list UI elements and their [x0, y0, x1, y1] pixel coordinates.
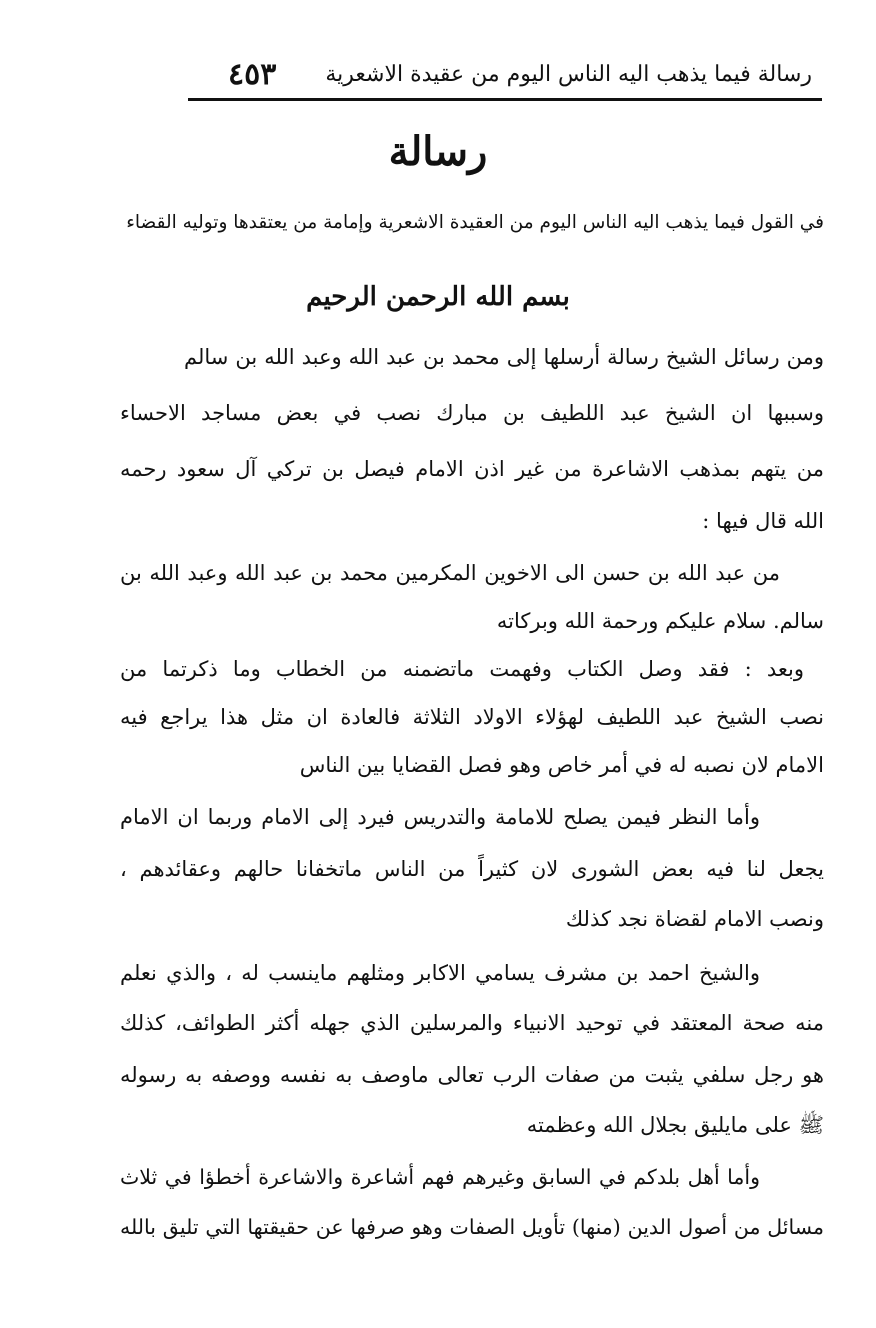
text-line: مسائل من أصول الدين (منها) تأويل الصفات وهو صرفها عن حقيقتها التي تليق بالله	[120, 1215, 824, 1239]
text-line: سالم. سلام عليكم ورحمة الله وبركاته	[496, 609, 824, 633]
text-line: والشيخ احمد بن مشرف يسامي الاكابر ومثلهم ماينسب له ، والذي نعلم	[120, 961, 760, 985]
text-line: ومن رسائل الشيخ رسالة أرسلها إلى محمد بن عبد الله وعبد الله بن سالم	[184, 345, 824, 369]
page-number: ٤٥٣	[228, 56, 277, 92]
running-header	[188, 52, 822, 96]
text-line: من يتهم بمذهب الاشاعرة من غير اذن الامام فيصل بن تركي آل سعود رحمه	[120, 457, 824, 481]
header-rule	[188, 98, 822, 101]
text-line: وبعد : فقد وصل الكتاب وفهمت ماتضمنه من الخطاب وما ذكرتما من	[120, 657, 804, 681]
text-line: ونصب الامام لقضاة نجد كذلك	[565, 907, 824, 931]
text-line: وأما النظر فيمن يصلح للامامة والتدريس فيرد إلى الامام وربما ان الامام	[120, 805, 760, 829]
text-line: نصب الشيخ عبد اللطيف لهؤلاء الاولاد الثلاثة فالعادة ان مثل هذا يراجع فيه	[120, 705, 824, 729]
running-title: رسالة فيما يذهب اليه الناس اليوم من عقيدة الاشعرية	[325, 61, 812, 87]
main-heading: رسالة	[388, 128, 488, 175]
text-line: من عبد الله بن حسن الى الاخوين المكرمين محمد بن عبد الله وعبد الله بن	[120, 561, 780, 585]
basmala: بسم الله الرحمن الرحيم	[306, 282, 570, 312]
text-line: يجعل لنا فيه بعض الشورى لان كثيراً من الناس ماتخفانا حالهم وعقائدهم ،	[120, 857, 824, 881]
subtitle: في القول فيما يذهب اليه الناس اليوم من العقيدة الاشعرية وإمامة من يعتقدها وتوليه القضاء	[126, 212, 824, 233]
text-line: ﷺ على مايليق بجلال الله وعظمته	[526, 1113, 824, 1137]
text-line: هو رجل سلفي يثبت من صفات الرب تعالى ماوصف به نفسه ووصفه به رسوله	[120, 1063, 824, 1087]
text-line: وأما أهل بلدكم في السابق وغيرهم فهم أشاعرة والاشاعرة أخطؤا في ثلاث	[120, 1165, 760, 1189]
text-line: منه صحة المعتقد في توحيد الانبياء والمرسلين الذي جهله أكثر الطوائف، كذلك	[120, 1011, 824, 1035]
text-line: وسببها ان الشيخ عبد اللطيف بن مبارك نصب في بعض مساجد الاحساء	[120, 401, 824, 425]
text-line: الله قال فيها :	[702, 509, 824, 533]
text-line: الامام لان نصبه له في أمر خاص وهو فصل القضايا بين الناس	[299, 753, 824, 777]
